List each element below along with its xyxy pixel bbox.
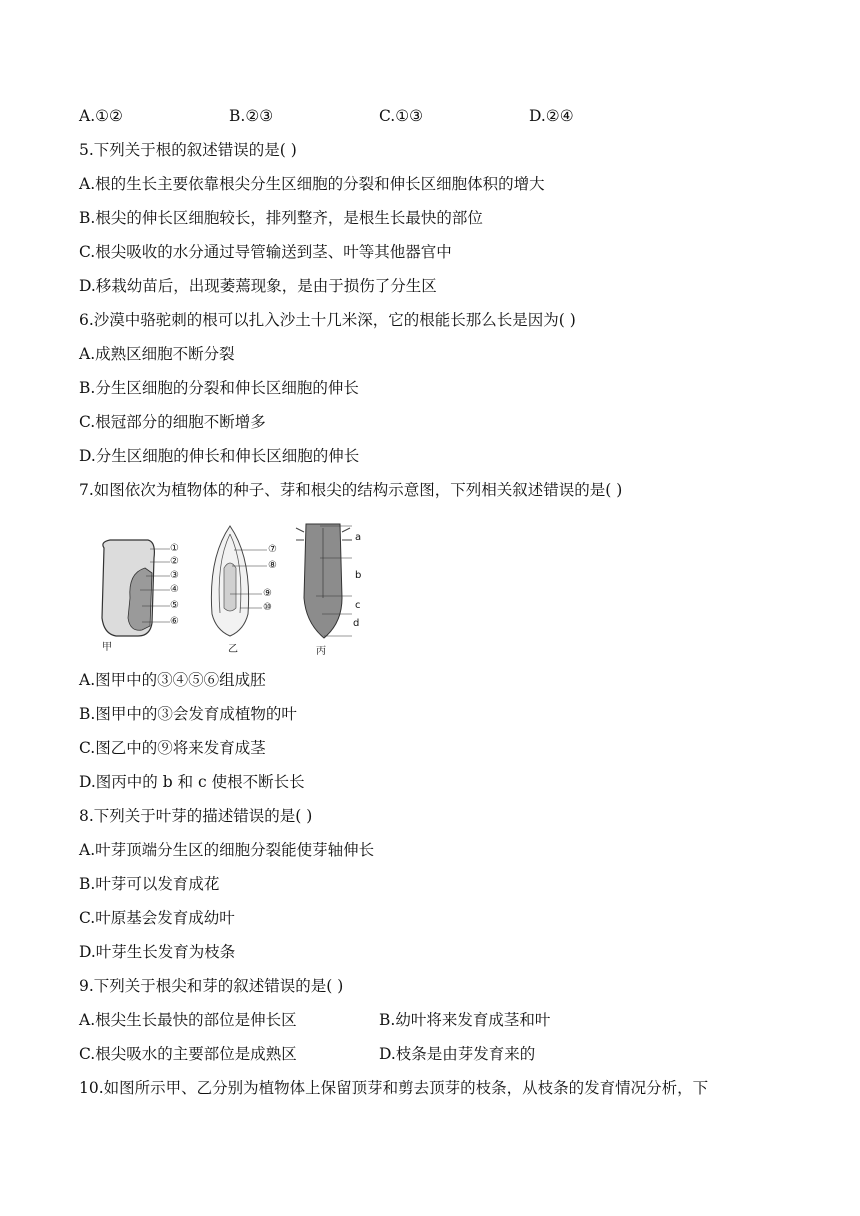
q7-figure	[90, 518, 390, 658]
q5-option-b: B.根尖的伸长区细胞较长，排列整齐，是根生长最快的部位	[79, 209, 483, 227]
q5-stem: 5.下列关于根的叙述错误的是( )	[79, 141, 297, 159]
q8-option-a: A.叶芽顶端分生区的细胞分裂能使芽轴伸长	[79, 841, 375, 859]
q4-option-a: A.①②	[79, 107, 123, 125]
q7-option-a: A.图甲中的③④⑤⑥组成胚	[79, 671, 266, 689]
q6-option-a: A.成熟区细胞不断分裂	[79, 345, 235, 363]
bing-mark-a: a	[355, 532, 362, 543]
jia-mark-3: ③	[170, 570, 179, 581]
jia-mark-5: ⑤	[170, 600, 179, 611]
q4-option-d: D.②④	[529, 107, 574, 125]
q6-option-d: D.分生区细胞的伸长和伸长区细胞的伸长	[79, 447, 360, 465]
q9-option-a: A.根尖生长最快的部位是伸长区	[79, 1011, 297, 1029]
jia-mark-1: ①	[170, 543, 179, 554]
q5-option-c: C.根尖吸收的水分通过导管输送到茎、叶等其他器官中	[79, 243, 452, 261]
bing-caption: 丙	[316, 646, 326, 657]
q9-option-d: D.枝条是由芽发育来的	[379, 1045, 536, 1063]
q7-figure-drawing	[90, 518, 390, 658]
q10-stem: 10.如图所示甲、乙分别为植物体上保留顶芽和剪去顶芽的枝条，从枝条的发育情况分析，下	[79, 1079, 709, 1097]
q7-option-b: B.图甲中的③会发育成植物的叶	[79, 705, 297, 723]
q7-stem: 7.如图依次为植物体的种子、芽和根尖的结构示意图，下列相关叙述错误的是( )	[79, 481, 623, 499]
q7-option-d: D.图丙中的 b 和 c 使根不断长长	[79, 773, 305, 791]
yi-mark-9: ⑨	[263, 588, 272, 599]
q7-option-c: C.图乙中的⑨将来发育成茎	[79, 739, 266, 757]
q8-option-d: D.叶芽生长发育为枝条	[79, 943, 236, 961]
q8-option-b: B.叶芽可以发育成花	[79, 875, 220, 893]
yi-mark-8: ⑧	[268, 560, 277, 571]
q6-option-c: C.根冠部分的细胞不断增多	[79, 413, 266, 431]
q4-option-c: C.①③	[379, 107, 424, 125]
q5-option-d: D.移栽幼苗后，出现萎蔫现象，是由于损伤了分生区	[79, 277, 437, 295]
yi-mark-10: ⑩	[263, 602, 272, 613]
q9-option-c: C.根尖吸水的主要部位是成熟区	[79, 1045, 297, 1063]
yi-caption: 乙	[228, 644, 238, 655]
q5-option-a: A.根的生长主要依靠根尖分生区细胞的分裂和伸长区细胞体积的增大	[79, 175, 545, 193]
q8-option-c: C.叶原基会发育成幼叶	[79, 909, 235, 927]
bing-mark-c: c	[355, 600, 361, 611]
root-tip-diagram	[296, 524, 352, 638]
yi-mark-7: ⑦	[268, 544, 277, 555]
q8-stem: 8.下列关于叶芽的描述错误的是( )	[79, 807, 313, 825]
q6-stem: 6.沙漠中骆驼刺的根可以扎入沙土十几米深，它的根能长那么长是因为( )	[79, 311, 576, 329]
seed-diagram	[102, 540, 170, 636]
jia-mark-6: ⑥	[170, 616, 179, 627]
q9-stem: 9.下列关于根尖和芽的叙述错误的是( )	[79, 977, 344, 995]
jia-mark-4: ④	[170, 584, 179, 595]
q6-option-b: B.分生区细胞的分裂和伸长区细胞的伸长	[79, 379, 359, 397]
bing-mark-d: d	[353, 618, 360, 629]
q4-option-b: B.②③	[229, 107, 274, 125]
q4-options	[79, 106, 574, 126]
q9-option-b: B.幼叶将来发育成茎和叶	[379, 1011, 551, 1029]
jia-mark-2: ②	[170, 556, 179, 567]
bud-diagram	[211, 526, 267, 636]
bing-mark-b: b	[355, 570, 362, 581]
jia-caption: 甲	[102, 642, 112, 653]
